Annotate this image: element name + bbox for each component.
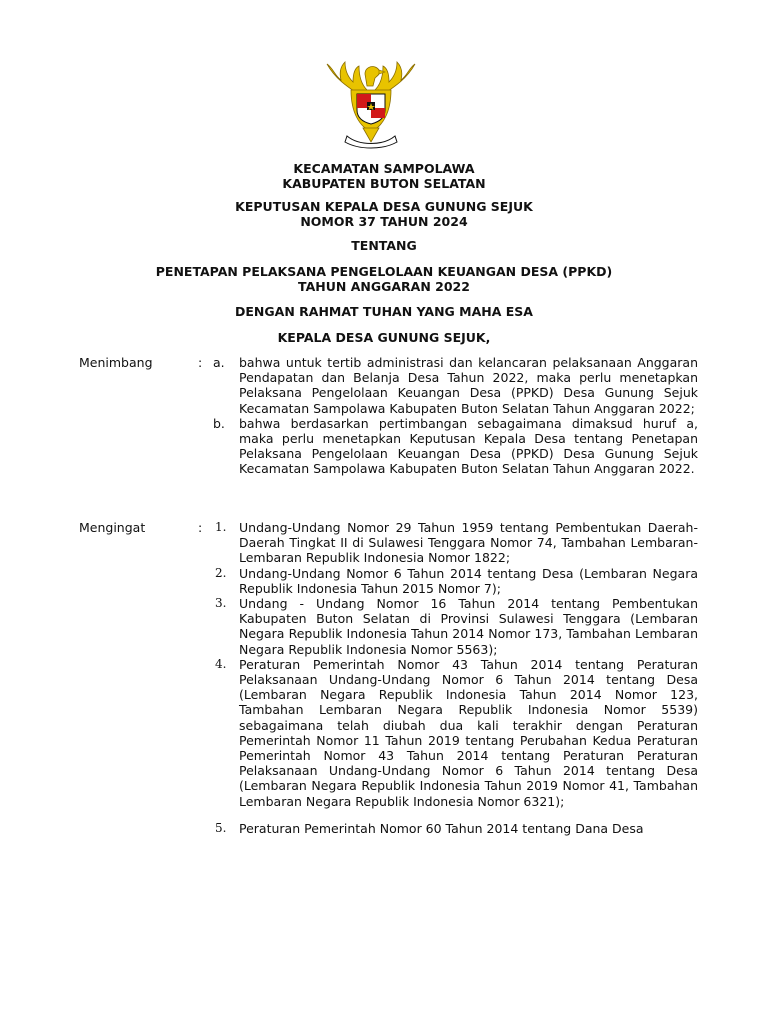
menimbang-list [213, 355, 698, 477]
garuda-pancasila-emblem [323, 60, 419, 152]
mengingat-section [79, 520, 699, 860]
item-marker: b. [213, 415, 225, 431]
header-block [0, 161, 768, 191]
menimbang-label: Menimbang [79, 355, 153, 370]
item-text: bahwa berdasarkan pertimbangan sebagaimana dimaksud huruf a, maka perlu menetapkan Keputusan Kepala Desa tentang Penetapan Pelaksana Pengelolaan Keuangan Desa (PPKD) Desa Gunung Sejuk Kecamatan Sampolawa Kabupaten Buton Selatan Tahun Anggaran 2022. [239, 415, 698, 477]
menimbang-colon: : [198, 355, 203, 370]
kabupaten-title: KABUPATEN BUTON SELATAN [282, 176, 486, 191]
item-text: Peraturan Pemerintah Nomor 43 Tahun 2014 tentang Peraturan Pelaksanaan Undang-Undang Nomor 6 Tahun 2014 tentang Desa (Lembaran Negara Republik Indonesia Tahun 2014 Nomor 123, Tambahan Lembaran Negara Republik Indonesia Nomor 5539) sebagaimana telah diubah dua kali terakhir dengan Peraturan Pemerintah Nomor 11 Tahun 2019 tentang Perubahan Kedua Peraturan Pemerintah Nomor 43 Tahun 2014 tentang Peraturan Peraturan Pelaksanaan Undang-Undang Nomor 6 Tahun 2014 tentang Desa (Lembaran Negara Republik Indonesia Tahun 2019 Nomor 41, Tambahan Lembaran Negara Republik Indonesia Nomor 6321); [239, 656, 698, 809]
list-item [213, 657, 698, 809]
tentang-block [0, 238, 768, 253]
kepala-block [0, 330, 768, 345]
tentang-heading: TENTANG [351, 238, 417, 253]
decree-number: NOMOR 37 TAHUN 2024 [300, 214, 468, 229]
list-item [213, 596, 698, 657]
item-text: Peraturan Pemerintah Nomor 60 Tahun 2014 tentang Dana Desa [239, 820, 644, 836]
list-item [213, 355, 698, 416]
list-item [213, 416, 698, 477]
item-text: Undang - Undang Nomor 16 Tahun 2014 tentang Pembentukan Kabupaten Buton Selatan di Provinsi Sulawesi Tenggara (Lembaran Negara Republik Indonesia Tahun 2014 Nomor 173, Tambahan Lembaran Negara Republik Indonesia Nomor 5563); [239, 596, 698, 657]
kepala-heading: KEPALA DESA GUNUNG SEJUK, [277, 330, 491, 345]
list-item [213, 821, 698, 836]
item-marker: a. [213, 355, 225, 370]
item-text: Undang-Undang Nomor 29 Tahun 1959 tentang Pembentukan Daerah-Daerah Tingkat II di Sulawesi Tenggara Nomor 74, Tambahan Lembaran-Lembaran Republik Indonesia Nomor 1822; [239, 520, 698, 566]
subject-block [0, 264, 768, 294]
rahmat-block [0, 304, 768, 319]
item-text: Undang-Undang Nomor 6 Tahun 2014 tentang Desa (Lembaran Negara Republik Indonesia Tahun 2015 Nomor 7); [239, 565, 698, 596]
item-marker: 3. [215, 596, 227, 611]
mengingat-label: Mengingat [79, 520, 146, 535]
kecamatan-title: KECAMATAN SAMPOLAWA [293, 161, 475, 176]
item-text: bahwa untuk tertib administrasi dan kelancaran pelaksanaan Anggaran Pendapatan dan Belanja Desa Tahun 2022, maka perlu menetapkan Pelaksana Pengelolaan Keuangan Desa (PPKD) Desa Gunung Sejuk Kecamatan Sampolawa Kabupaten Buton Selatan Tahun Anggaran 2022; [239, 355, 698, 416]
item-marker: 5. [215, 820, 227, 835]
mengingat-list [213, 520, 698, 836]
subject-line-2: TAHUN ANGGARAN 2022 [298, 279, 470, 294]
rahmat-heading: DENGAN RAHMAT TUHAN YANG MAHA ESA [235, 304, 533, 319]
menimbang-section [79, 355, 699, 510]
item-marker: 2. [215, 565, 227, 580]
item-marker: 1. [215, 520, 227, 534]
subject-line-1: PENETAPAN PELAKSANA PENGELOLAAN KEUANGAN DESA (PPKD) [155, 264, 613, 279]
item-marker: 4. [215, 656, 227, 671]
list-item [213, 566, 698, 596]
decree-block [0, 199, 768, 229]
mengingat-colon: : [198, 520, 203, 535]
list-item [213, 520, 698, 566]
decree-title: KEPUTUSAN KEPALA DESA GUNUNG SEJUK [235, 199, 533, 214]
